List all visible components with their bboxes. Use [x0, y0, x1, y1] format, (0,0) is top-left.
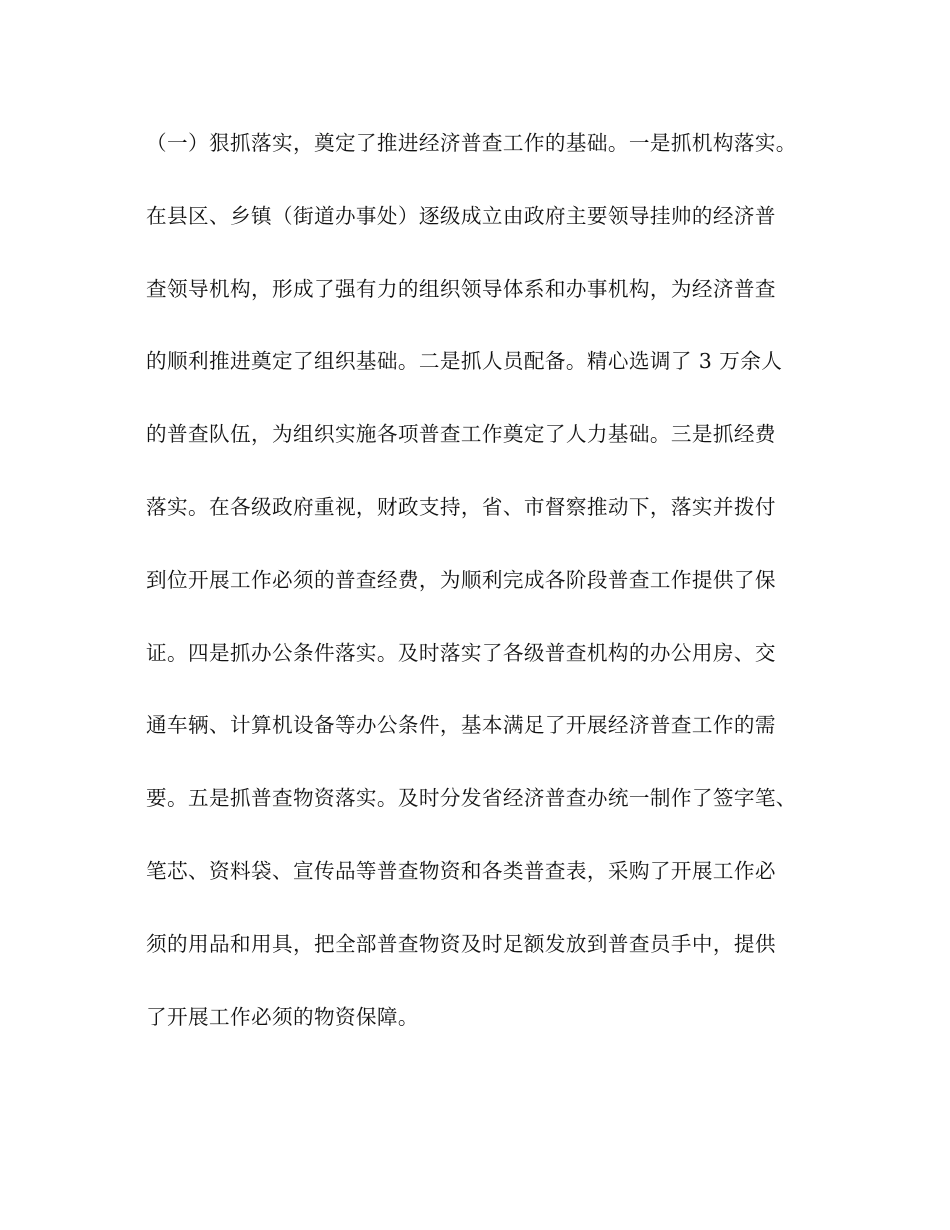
paragraph-line: 笔芯、资料袋、宣传品等普查物资和各类普查表，采购了开展工作必 — [146, 858, 776, 883]
paragraph-line: 证。四是抓办公条件落实。及时落实了各级普查机构的办公用房、交 — [146, 640, 776, 665]
paragraph-line: 落实。在各级政府重视，财政支持，省、市督察推动下，落实并拨付 — [146, 494, 776, 519]
paragraph-line: 到位开展工作必须的普查经费，为顺利完成各阶段普查工作提供了保 — [146, 567, 776, 592]
paragraph-line: 在县区、乡镇（街道办事处）逐级成立由政府主要领导挂帅的经济普 — [146, 203, 776, 228]
paragraph-line: 的普查队伍，为组织实施各项普查工作奠定了人力基础。三是抓经费 — [146, 422, 776, 447]
paragraph-line: 要。五是抓普查物资落实。及时分发省经济普查办统一制作了签字笔、 — [146, 786, 797, 811]
paragraph-line: 了开展工作必须的物资保障。 — [146, 1004, 419, 1029]
paragraph-line: 查领导机构，形成了强有力的组织领导体系和办事机构，为经济普查 — [146, 276, 776, 301]
paragraph-line: 须的用品和用具，把全部普查物资及时足额发放到普查员手中，提供 — [146, 931, 776, 956]
body-paragraph — [146, 125, 826, 1071]
paragraph-line: 的顺利推进奠定了组织基础。二是抓人员配备。精心选调了 3 万余人 — [146, 349, 783, 374]
paragraph-line: （一）狠抓落实，奠定了推进经济普查工作的基础。一是抓机构落实。 — [146, 131, 797, 155]
paragraph-line: 通车辆、计算机设备等办公条件，基本满足了开展经济普查工作的需 — [146, 713, 776, 738]
